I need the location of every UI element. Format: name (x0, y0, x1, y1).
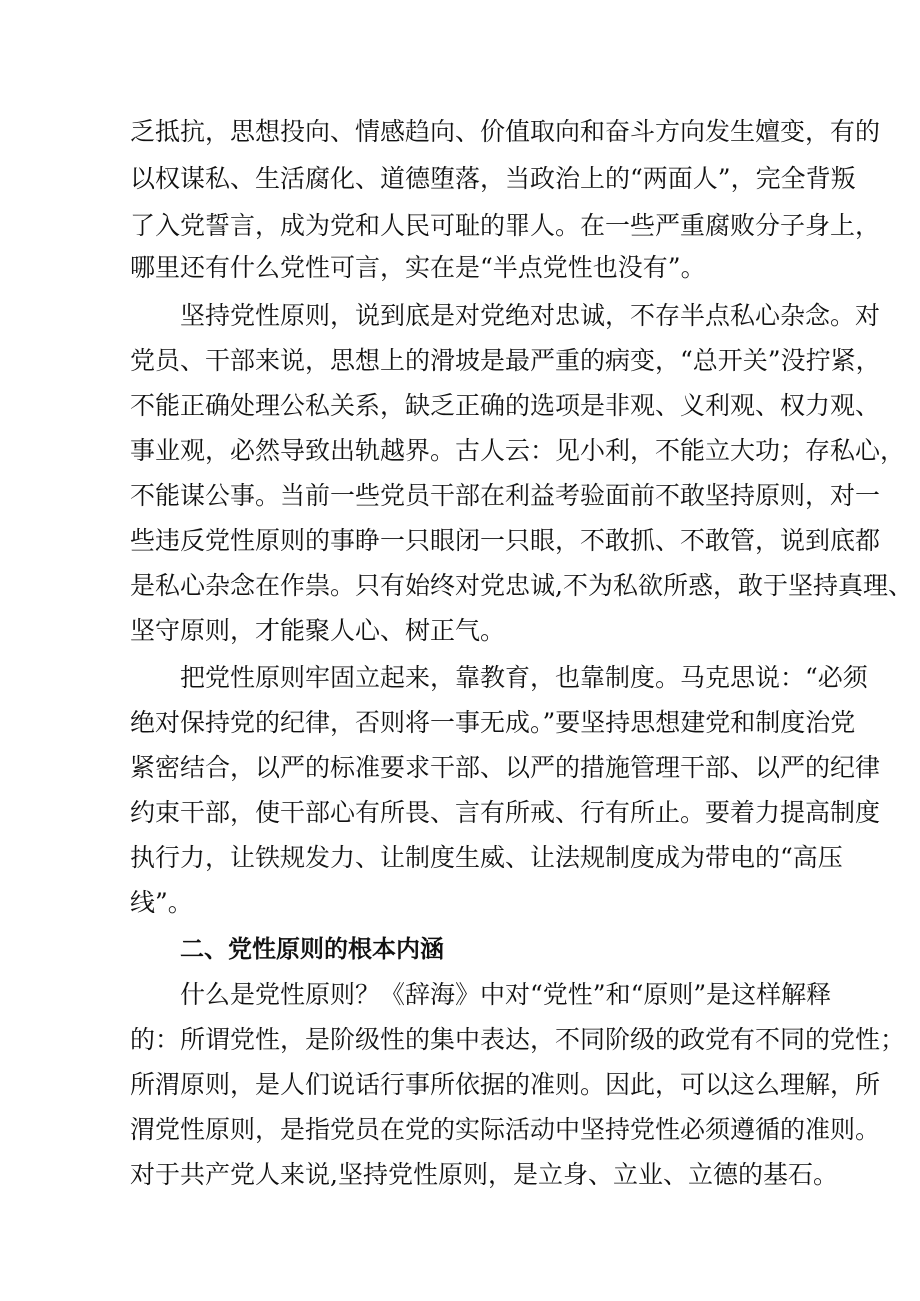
paragraph-line: 不能谋公事。当前一些党员干部在利益考验面前不敢坚持原则，对一 (130, 481, 881, 510)
paragraph-line: 渭党性原则，是指党员在党的实际活动中坚持党性必须遵循的准则。 (130, 1115, 881, 1144)
paragraph-line: 不能正确处理公私关系，缺乏正确的选项是非观、义利观、权力观、 (130, 391, 881, 420)
paragraph-line: 约束干部，使干部心有所畏、言有所戒、行有所止。要着力提高制度 (130, 798, 881, 827)
paragraph-line: 所渭原则，是人们说话行事所依据的准则。因此，可以这么理解，所 (130, 1070, 881, 1099)
paragraph-line: 党员、干部来说，思想上的滑坡是最严重的病变，“总开关”没拧紧， (130, 346, 881, 375)
paragraph-line: 哪里还有什么党性可言，实在是“半点党性也没有”。 (130, 253, 706, 282)
paragraph-line: 坚守原则，才能聚人心、树正气。 (130, 616, 506, 645)
paragraph-line: 紧密结合，以严的标准要求干部、以严的措施管理干部、以严的纪律 (130, 753, 881, 782)
paragraph-line: 的：所谓党性，是阶级性的集中表达，不同阶级的政党有不同的党性； (130, 1025, 906, 1054)
paragraph-line: 事业观，必然导致出轨越界。古人云：见小利，不能立大功；存私心， (130, 436, 906, 465)
paragraph-line: 绝对保持党的纪律，否则将一事无成。”要坚持思想建党和制度治党 (130, 708, 856, 737)
paragraph-line: 把党性原则牢固立起来，靠教育，也靠制度。马克思说：“必须 (180, 663, 868, 692)
paragraph-line: 是私心杂念在作祟。只有始终对党忠诚,不为私欲所惑，敢于坚持真理、 (130, 571, 913, 600)
paragraph-line: 以权谋私、生活腐化、道德堕落，当政治上的“两面人”，完全背叛 (130, 164, 856, 193)
paragraph-line: 执行力，让铁规发力、让制度生威、让法规制度成为带电的“高压 (130, 843, 843, 872)
paragraph-line: 些违反党性原则的事睁一只眼闭一只眼，不敢抓、不敢管，说到底都 (130, 526, 881, 555)
paragraph-line: 对于共产党人来说,坚持党性原则，是立身、立业、立德的基石。 (130, 1160, 838, 1189)
paragraph-line: 乏抵抗，思想投向、情感趋向、价值取向和奋斗方向发生嬗变，有的 (130, 117, 881, 146)
paragraph-line: 坚持党性原则，说到底是对党绝对忠诚，不存半点私心杂念。对 (180, 301, 881, 330)
paragraph-line: 什么是党性原则？《辞海》中对“党性”和“原则”是这样解释 (180, 980, 832, 1009)
paragraph-line: 了入党誓言，成为党和人民可耻的罪人。在一些严重腐败分子身上， (130, 211, 881, 240)
paragraph-line: 线”。 (130, 888, 193, 917)
section-heading: 二、党性原则的根本内涵 (180, 935, 444, 963)
